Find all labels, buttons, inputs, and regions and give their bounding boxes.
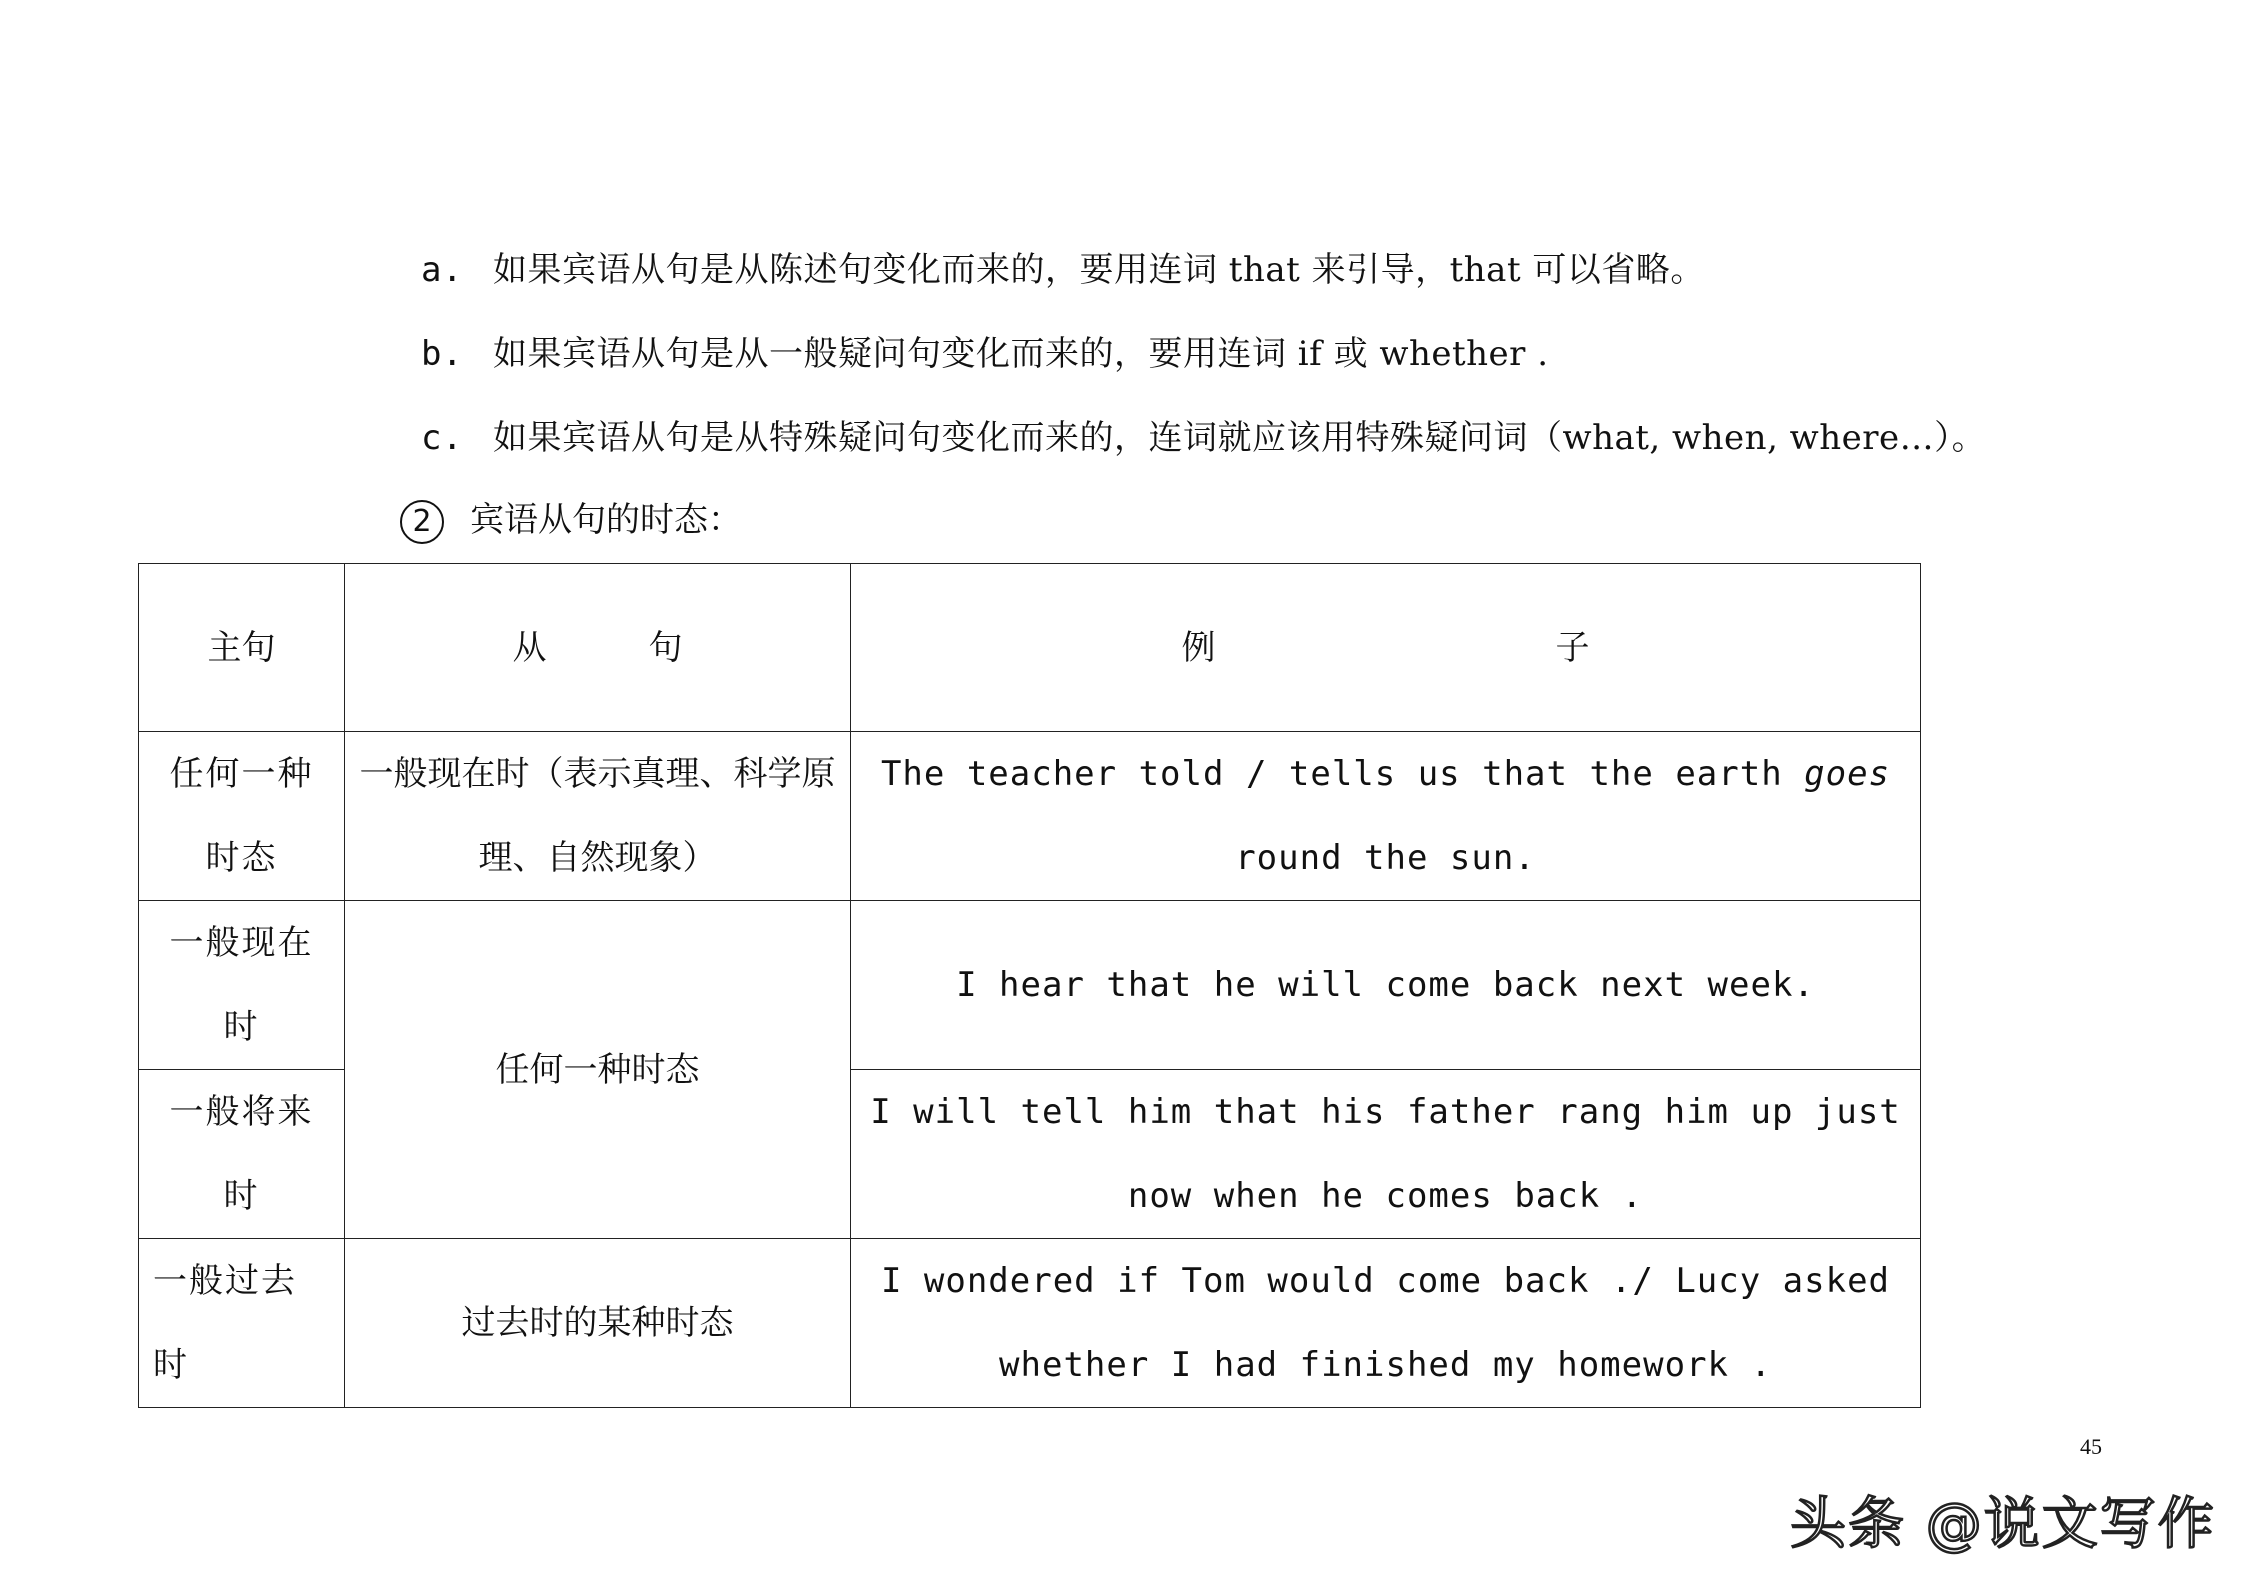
- table-row: [139, 901, 1921, 1070]
- section-title: 宾语从句的时态：: [470, 500, 742, 540]
- row1-example-italic: goes: [1804, 754, 1891, 794]
- row1-example-before: The teacher told / tells us that the earth: [880, 754, 1805, 794]
- row1-clause: 一般现在时（表示真理、科学原理、自然现象）: [345, 732, 851, 901]
- row3-main: 一般将来时: [139, 1070, 345, 1239]
- row1-main: 任何一种时态: [139, 732, 345, 901]
- header-main-clause: 主句: [139, 564, 345, 732]
- rule-c-text: 如果宾语从句是从特殊疑问句变化而来的，连词就应该用特殊疑问词（what, when, where…）。: [493, 418, 1987, 458]
- header-example: 例 子: [851, 564, 1921, 732]
- rule-b: [421, 334, 1549, 374]
- row4-main: 一般过去时: [139, 1239, 345, 1408]
- page-number: 45: [2080, 1434, 2102, 1459]
- rule-c-marker: c.: [421, 418, 463, 458]
- row2-clause: 任何一种时态: [345, 901, 851, 1239]
- rule-a: [421, 250, 1705, 290]
- row3-example: I will tell him that his father rang him up just now when he comes back .: [851, 1070, 1921, 1239]
- row1-example: [851, 732, 1921, 901]
- rule-a-marker: a.: [421, 250, 463, 290]
- row1-example-after: round the sun.: [1235, 838, 1536, 878]
- row4-example: I wondered if Tom would come back ./ Lucy asked whether I had finished my homework .: [851, 1239, 1921, 1408]
- rule-c: [421, 418, 1986, 458]
- rule-b-text: 如果宾语从句是从一般疑问句变化而来的，要用连词 if 或 whether .: [493, 334, 1549, 374]
- watermark: 头条 @说文写作: [1790, 1492, 2216, 1557]
- row2-example: I hear that he will come back next week.: [851, 901, 1921, 1070]
- circled-number: 2: [400, 500, 444, 544]
- row4-clause: 过去时的某种时态: [345, 1239, 851, 1408]
- rule-b-marker: b.: [421, 334, 463, 374]
- table-row: [139, 732, 1921, 901]
- table-row: [139, 1239, 1921, 1408]
- table-header-row: [139, 564, 1921, 732]
- rule-a-text: 如果宾语从句是从陈述句变化而来的，要用连词 that 来引导，that 可以省略。: [493, 250, 1705, 290]
- row2-main: 一般现在时: [139, 901, 345, 1070]
- tense-table: [138, 563, 1921, 1408]
- section-heading: [400, 498, 742, 544]
- header-object-clause: 从 句: [345, 564, 851, 732]
